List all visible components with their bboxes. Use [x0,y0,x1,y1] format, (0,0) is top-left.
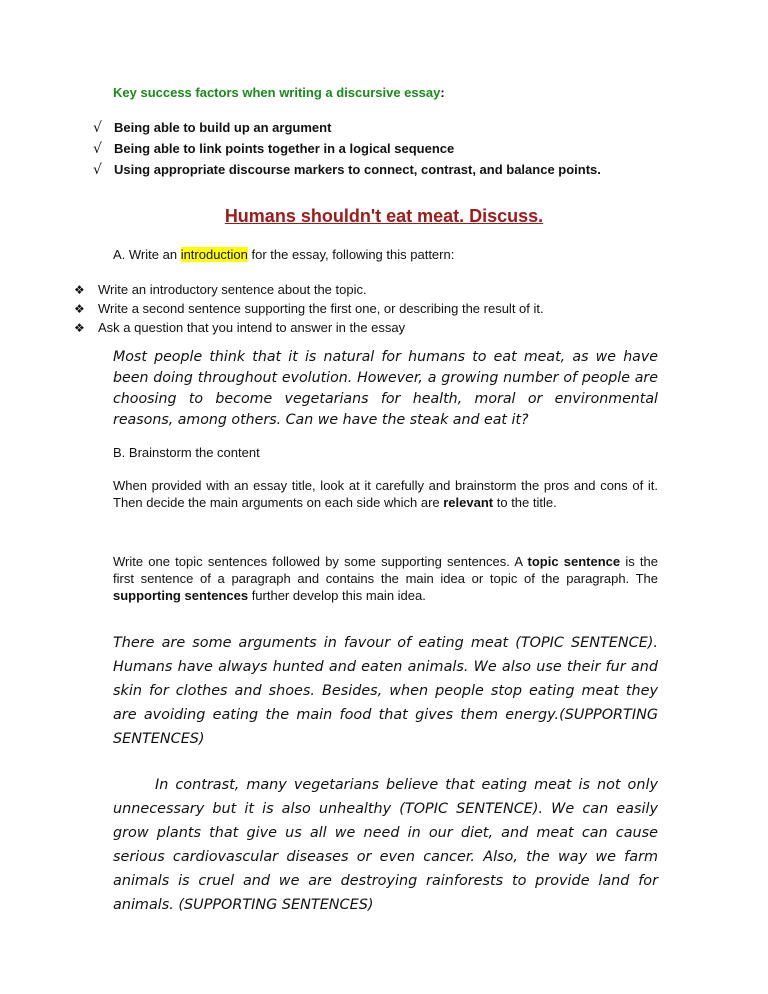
list-item-text: Write an introductory sentence about the topic. [98,282,367,297]
list-item-text: Write a second sentence supporting the first one, or describing the result of it. [98,301,544,316]
check-icon: √ [93,162,102,178]
text-run: When provided with an essay title, look at it carefully and brainstorm the pros and cons of it. Then decide the main arguments on each side which are [113,478,658,510]
handwritten-paragraph-pro: There are some arguments in favour of eating meat (TOPIC SENTENCE). Humans have always hunted and eaten animals. We also use their fur and skin for clothes and shoes. Besides, when people stop eating meat they are avoiding eating the main food that gives them energy.(SUPPORTING SENTENCES) [113,635,658,747]
task-b-heading: B. Brainstorm the content [113,445,260,460]
topic-sentence-paragraph [113,553,658,604]
list-item [74,280,544,299]
text-run: to the title. [493,495,557,510]
handwritten-introduction: Most people think that it is natural for humans to eat meat, as we have been doing throughout evolution. However, a growing number of people are choosing to become vegetarians for health, moral or environmental reasons, among others. Can we have the steak and eat it? [113,349,658,428]
list-item-text: Using appropriate discourse markers to connect, contrast, and balance points. [114,162,601,177]
bold-term: relevant [443,495,494,510]
check-icon: √ [93,141,102,157]
list-item [93,120,601,141]
task-a-prefix: A. Write an [113,247,181,262]
list-item-text: Being able to build up an argument [114,120,332,135]
diamond-bullet-icon: ❖ [74,320,85,335]
check-icon: √ [93,120,102,136]
diamond-bullet-icon: ❖ [74,282,85,297]
list-item-text: Ask a question that you intend to answer in the essay [98,320,406,335]
essay-title: Humans shouldn't eat meat. Discuss. [224,206,544,226]
list-item [74,299,544,318]
text-run: further develop this main idea. [248,588,426,603]
brainstorm-paragraph [113,477,658,511]
task-a-suffix: for the essay, following this pattern: [247,247,455,262]
success-factors-list [93,120,601,183]
list-item [74,318,544,337]
text-run: Write one topic sentences followed by some supporting sentences. A [113,554,528,569]
diamond-bullet-icon: ❖ [74,301,85,316]
task-a-instruction [113,247,454,262]
heading-colon: : [440,85,445,100]
list-item-text: Being able to link points together in a logical sequence [114,141,455,156]
highlighted-word: introduction [180,247,248,262]
success-factors-heading-text: Key success factors when writing a discursive essay [113,85,441,100]
intro-steps-list [74,280,544,337]
text-run: is the first sentence of a paragraph and contains the main idea or topic of the paragraph. The [113,554,658,586]
success-factors-heading [113,85,445,100]
list-item [93,162,601,183]
bold-term: topic sentence [527,554,621,569]
list-item [93,141,601,162]
handwritten-paragraph-contra: In contrast, many vegetarians believe that eating meat is not only unnecessary but it is also unhealthy (TOPIC SENTENCE). We can easily grow plants that give us all we need in our diet, and meat can cause serious cardiovascular diseases or even cancer. Also, the way we farm animals is cruel and we are destroying rainforests to provide land for animals. (SUPPORTING SENTENCES) [113,777,658,913]
bold-term: supporting sentences [113,588,249,603]
